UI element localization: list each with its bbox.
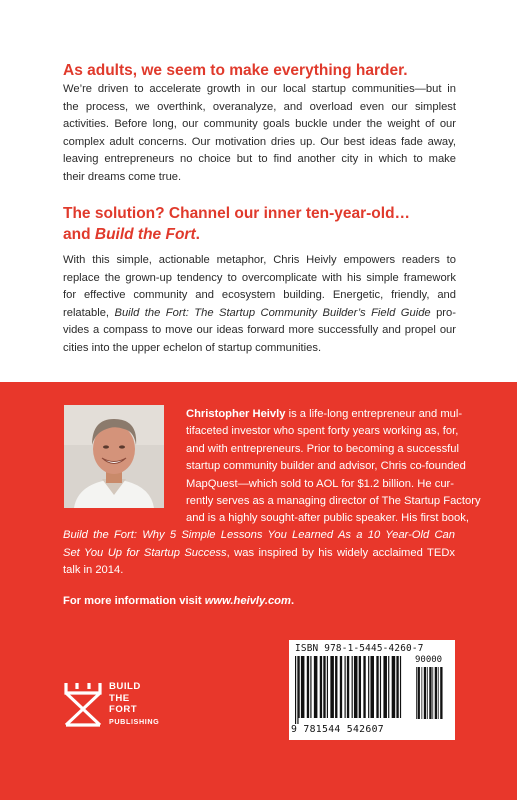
addon-barcode-bars [416, 667, 450, 719]
author-name: Christopher Heivly [186, 408, 286, 420]
barcode-bar [335, 656, 337, 718]
author-portrait-image [64, 405, 164, 508]
isbn-text: ISBN 978-1-5445-4260-7 [295, 643, 424, 654]
barcode-bar [354, 656, 358, 718]
barcode-bar [307, 656, 309, 718]
bio-line: and is a highly sought-after public speaker. His first book, [186, 512, 469, 524]
barcode-bar [370, 656, 374, 718]
headline-secondary-line1: The solution? Channel our inner ten-year-old… [63, 205, 411, 222]
bio-line [186, 406, 463, 423]
barcode-bar [297, 656, 298, 724]
barcode-bar [314, 656, 318, 718]
barcode-bar [310, 656, 311, 718]
headline-primary: As adults, we seem to make everything harder. [63, 62, 408, 79]
bio-line: startup community builder and advisor, Chris co-founded [186, 460, 466, 473]
barcode-bar [421, 667, 422, 719]
headline-secondary-line2 [63, 224, 463, 245]
intro-line: activities. Before long, our community goals buckle under the weight of our [63, 118, 456, 131]
barcode-bar [323, 656, 325, 718]
publisher-logo [63, 677, 223, 735]
barcode-bar [429, 667, 431, 719]
intro-paragraph [63, 81, 456, 187]
website-link[interactable]: www.heivly.com [204, 595, 291, 607]
wordmark-line: BUILD [109, 681, 141, 692]
barcode-bar [438, 667, 439, 719]
barcode-bar [320, 656, 322, 718]
barcode-bar [380, 656, 381, 718]
bio-line: tifaceted investor who spent forty years working as, for, [186, 425, 459, 438]
first-book-title: Set You Up for Startup Success [63, 546, 227, 559]
description-line: cities into the upper echelon of startup communities. [63, 341, 322, 354]
barcode-bar [427, 667, 428, 719]
barcode-bar [352, 656, 353, 718]
barcode-bar [440, 667, 442, 719]
barcode-bar [418, 667, 420, 719]
bio-line: talk in 2014. [63, 564, 124, 577]
description-text: relatable, [63, 306, 115, 319]
barcode-bar [359, 656, 361, 718]
barcode-bar [424, 667, 426, 719]
barcode-bar [416, 667, 417, 719]
headline-prefix: and [63, 226, 95, 243]
intro-line: We’re driven to accelerate growth in our local startup communities—but in [63, 83, 456, 95]
description-line: for effective community and ecosystem building. Energetic, friendly, and [63, 289, 456, 302]
barcode-bar [299, 656, 300, 718]
bio-line [63, 527, 455, 544]
ean-number: 9 781544 542607 [291, 724, 384, 735]
more-info [63, 595, 455, 607]
isbn-barcode [289, 640, 455, 740]
description-line: vides a compass to move our ideas forward more successfully and propel our [63, 324, 456, 337]
description-line: replace the grown-up tendency to overcomplicate with his simple framework [63, 271, 456, 284]
publisher-wordmark [109, 681, 141, 716]
barcode-bar [392, 656, 396, 718]
barcode-bar [435, 667, 437, 719]
wordmark-line: THE [109, 692, 130, 704]
bio-line [63, 545, 455, 562]
barcode-bar [388, 656, 389, 718]
headline-secondary [63, 203, 463, 245]
barcode-bar [340, 656, 342, 718]
more-info-text: For more information visit [63, 595, 205, 607]
wordmark-line: FORT [109, 704, 138, 716]
barcode-bar [330, 656, 334, 718]
bio-line: MapQuest—which sold to AOL for $1.2 billion. He cur- [186, 477, 454, 490]
intro-line: the process, we overthink, overanalyze, and overload even our simplest [63, 100, 456, 113]
first-book-title: Build the Fort: Why 5 Simple Lessons You Learned As a 10 Year-Old Can [63, 529, 455, 542]
bio-line: and with entrepreneurs. Prior to becoming a successful [186, 442, 459, 455]
bio-text: , was inspired by his widely acclaimed TEDx [226, 546, 455, 559]
publisher-name: PUBLISHING [109, 717, 160, 726]
description-paragraph [63, 252, 456, 358]
barcode-bar [345, 656, 346, 718]
bio-line: rently serves as a managing director of The Startup Factory [186, 495, 481, 508]
author-photo [64, 405, 164, 508]
description-line: With this simple, actionable metaphor, Chris Heivly empowers readers to [63, 254, 456, 266]
barcode-bar [400, 656, 401, 718]
barcode-bar [301, 656, 305, 718]
intro-line: leaving entrepreneurs no choice but to find another city in which to make [63, 153, 456, 166]
barcode-bar [432, 667, 433, 719]
barcode-bar [327, 656, 328, 718]
book-title-italic: Build the Fort [94, 226, 196, 243]
book-subtitle-italic: Build the Fort: The Startup Community Builder’s Field Guide [114, 306, 431, 319]
description-text: pro- [430, 306, 456, 319]
headline-suffix: . [195, 226, 200, 243]
barcode-bar [363, 656, 365, 718]
more-info-text: . [290, 595, 295, 607]
intro-line: complex adult concerns. Our motivation dries up. Our best ideas fade away, [63, 135, 456, 148]
barcode-bar [368, 656, 369, 718]
fort-icon [63, 679, 103, 729]
intro-line: their dreams come true. [63, 170, 182, 183]
ean-barcode-bars [295, 656, 413, 724]
barcode-bar [396, 656, 398, 718]
bio-text: is a life-long entrepreneur and mul- [285, 408, 463, 420]
description-line [63, 305, 456, 323]
author-bio-top [186, 406, 481, 510]
author-bio-bottom [63, 510, 469, 580]
addon-number: 90000 [415, 655, 443, 665]
barcode-bar [347, 656, 349, 718]
barcode-bar [383, 656, 387, 718]
barcode-bar [295, 656, 296, 724]
barcode-bar [376, 656, 378, 718]
